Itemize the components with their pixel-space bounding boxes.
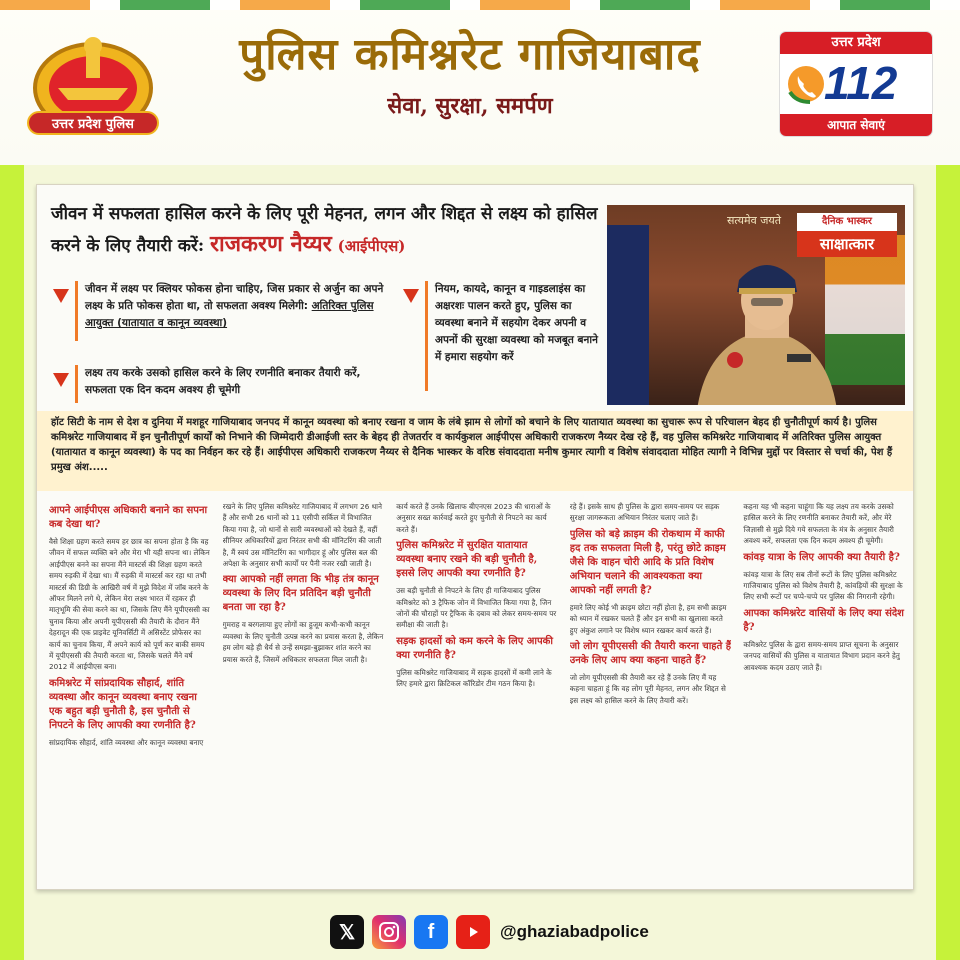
tricolor-stripes: [0, 0, 960, 10]
question-heading: पुलिस को बड़े क्राइम की रोकथाम में काफी हद तक सफलता मिली है, परंतु छोटे क्राइम जैसे कि वाहन चोरी आदि के प्रति विशेष अभियान चलाने की आवश्यकता क्या आपको नहीं लगती है?: [569, 528, 726, 596]
article-column-5: [743, 501, 905, 885]
answer-paragraph: पुलिस कमिश्नरेट गाजियाबाद में सड़क हादसों में कमी लाने के लिए हमारे द्वारा क्रिटिकल कॉरिडोर टीम गठन किया है।: [396, 667, 552, 689]
instagram-glyph-icon: [378, 921, 400, 943]
article-column-2: [223, 501, 385, 885]
photo-caption: सत्यमेव जयते: [727, 214, 782, 227]
article-headline: [51, 199, 611, 261]
article-column-1: [49, 501, 211, 885]
answer-paragraph: कहना यह भी कहना चाहूंगा कि यह लक्ष्य तय करके उसको हासिल करने के लिए रणनीति बनाकर तैयारी करें, और मेरे जिज्ञासी से मुझे दिये गये सफलता के मंत्र के अनुसार तैयारी अवश्य करें, सफलता एक दिन कदम अवश्य ही चूमेगी।: [743, 502, 894, 546]
newspaper-badge: [797, 213, 897, 269]
pull-quote-3: नियम, कायदे, कानून व गाइडलाइंस का अक्षरशः पालन करते हुए, पुलिस का व्यवस्था बनाने में सहयोग देकर अपनी व अपनों की सुरक्षा व्यवस्था को मजबूत बनाने में हमारा सहयोग करें: [435, 283, 598, 363]
quote-marker-icon: [53, 373, 69, 387]
header: [0, 0, 960, 165]
page-tagline: सेवा, सुरक्षा, समर्पण: [387, 93, 553, 119]
emblem-text: उत्तर प्रदेश पुलिस: [52, 117, 134, 132]
page-title: पुलिस कमिश्नरेट गाजियाबाद: [239, 29, 701, 80]
answer-paragraph: रखने के लिए पुलिस कमिश्नरेट गाजियाबाद में लगभग 26 थाने हैं और सभी 26 थानों को 11 एसीपी सर्किल में विभाजित किया गया है, जो थानों से सारी व्यवस्थाओं को देखते हैं, वहीं सीनियर अधिकारियों द्वारा निरंतर सभी की मॉनिटरिंग की जाती है, मैं स्वयं उस मॉनिटरिंग का भागीदार हूं और पुलिस बल की अपेक्षा के अनुसार सभी कार्यों पर पैनी नजर रखी जाती है।: [222, 502, 383, 569]
question-heading: पुलिस कमिश्नरेट में सुरक्षित यातायात व्यवस्था बनाए रखने की बड़ी चुनौती है, इससे लिए आपकी क्या रणनीति है?: [396, 540, 538, 580]
answer-paragraph: जो लोग यूपीएससी की तैयारी कर रहे हैं उनके लिए मैं यह कहना चाहता हूं कि वह लोग पूरी मेहनत, लगन और शिद्दत से इस लक्ष्य को हासिल करने के लिए तैयारी करें।: [569, 673, 726, 705]
answer-paragraph: वैसे शिक्षा ग्रहण करते समय हर छात्र का सपना होता है कि वह जीवन में सफल व्यक्ति बने और मेरा भी यही सपना था। लेकिन आईपीएस बनने का सपना मैंने मास्टर्स की शिक्षा ग्रहण करते समय रुड़की में देखा था। मैं रुड़की में मास्टर्स कर रहा था तभी मास्टर्स की डिग्री के आखिरी वर्ष में मुझे विदेश में जॉब करने के ऑफर मिलने लगे थे, लेकिन मेरा लक्ष्य भारत में रहकर ही मातृभूमि की सेवा करने का था, जिसके लिए मैंने यूपीएससी का चुनाव किया और अपनी यूपीएससी की तैयारी के दौरान मैंने देहरादून की एक प्राइवेट यूनिवर्सिटी में असिस्टेंट प्रोफेसर का कार्य का चुनाव किया, मैं अपने कार्य को पूर्ण कर बाकी समय में यूपीएससी की तैयारी करता था, जिसके चलते मैंने वर्ष 2012 में आईपीएस बना।: [49, 537, 210, 672]
officer-figure-icon: [677, 250, 857, 405]
flag-left: [607, 225, 649, 405]
answer-paragraph: गुमराह व बरगलाया हुए लोगों का हुजूम कभी-कभी कानून व्यवस्था के लिए चुनौती उत्पन्न करने का प्रयास करता है, लेकिन हम लोग बड़े ही धैर्य से उन्हें समझा-बुझाकर शांत करने का प्रयास करते हैं, जिसमें अधिकतर सफलता मिल जाती है।: [222, 620, 384, 664]
badge-number: 112: [824, 57, 898, 109]
pull-quote-1-attribution: अतिरिक्त पुलिस आयुक्त (यातायात व कानून व्यवस्था): [85, 300, 374, 329]
quote-marker-icon: [403, 289, 419, 303]
youtube-play-icon: [464, 925, 482, 939]
question-heading: क्या आपको नहीं लगता कि भीड़ तंत्र कानून व्यवस्था के लिए दिन प्रतिदिन बड़ी चुनौती बनता जा रहा है?: [222, 574, 379, 614]
facebook-icon[interactable]: f: [414, 915, 448, 949]
newspaper-section: साक्षात्कार: [797, 231, 897, 257]
answer-paragraph: रहे हैं। इसके साथ ही पुलिस के द्वारा समय-समय पर सड़क सुरक्षा जागरूकता अभियान निरंतर चलाए जाते हैं।: [569, 502, 720, 523]
article-columns: [49, 501, 905, 885]
x-twitter-icon[interactable]: 𝕏: [330, 915, 364, 949]
article-column-4: [570, 501, 732, 885]
quote-divider: [425, 281, 428, 391]
answer-paragraph: कांवड़ यात्रा के लिए सब तीनों रूटों के लिए पुलिस कमिश्नरेट गाजियाबाद पुलिस को विशेष तैयारी है, कांवड़ियों की सुरक्षा के लिए सभी रूटों पर चप्पे-चप्पे पर पुलिस की निगरानी रहेगी।: [743, 569, 903, 602]
officer-photo: [607, 205, 905, 405]
question-heading: कमिश्नरेट में सांप्रदायिक सौहार्द, शांति व्यवस्था और कानून व्यवस्था बनाए रखना एक बहुत बड़ी चुनौती है, इस चुनौती से निपटने के लिए आपकी क्या रणनीति है?: [49, 677, 197, 731]
youtube-icon[interactable]: [456, 915, 490, 949]
instagram-icon[interactable]: [372, 915, 406, 949]
quote-divider: [75, 365, 78, 403]
quote-divider: [75, 281, 78, 341]
badge-bottom-label: आपात सेवाएं: [780, 114, 932, 136]
question-heading: आपने आईपीएस अधिकारी बनाने का सपना कब देखा था?: [49, 505, 208, 530]
article-column-3: [396, 501, 558, 885]
question-heading: आपका कमिश्नरेट वासियों के लिए क्या संदेश है?: [743, 607, 904, 633]
article-intro: हॉट सिटी के नाम से देश व दुनिया में मशहूर गाजियाबाद जनपद में कानून व्यवस्था को बनाए रखना व जाम के लंबे झाम से लोगों को बचाने के लिए यातायात व्यवस्था का सुचारू रूप से परिचालन बेहद ही चुनौतीपूर्ण कार्य है। पुलिस कमिश्नरेट गाजियाबाद में इन चुनौतीपूर्ण कार्यों को निभाने की जिम्मेदारी डीआईजी स्तर के बेहद ही तेजतर्रार व कार्यकुशल आईपीएस अधिकारी राजकरण नैय्यर देख रहे हैं, वह पुलिस कमिश्नरेट गाजियाबाद में अतिरिक्त पुलिस आयुक्त (यातायात व कानून व्यवस्था) के पद का निर्वहन कर रहे हैं। आईपीएस अधिकारी राजकरण नैय्यर से दैनिक भास्कर के वरिष्ठ संवाददाता मनीष कुमार त्यागी व विशेष संवाददाता मोहित त्यागी ने विभिन्न मुद्दों पर विस्तार से चर्चा की, पेश हैं प्रमुख अंश.....: [37, 411, 914, 491]
answer-paragraph: सांप्रदायिक सौहार्द, शांति व्यवस्था और कानून व्यवस्था बनाए: [49, 737, 204, 747]
pull-quote-1: [85, 281, 395, 332]
badge-top-label: उत्तर प्रदेश: [780, 32, 932, 54]
pull-quote-2: लक्ष्य तय करके उसको हासिल करने के लिए रणनीति बनाकर तैयारी करें, सफलता एक दिन कदम अवश्य ही चूमेगी: [85, 367, 361, 396]
pull-quote-1-text: जीवन में लक्ष्य पर क्लियर फोकस होना चाहिए, जिस प्रकार से अर्जुन का अपने लक्ष्य के प्रति फोकस होता था, तो सफलता अवश्य मिलेगी:: [85, 283, 384, 312]
officer-rank: (आईपीएस): [337, 237, 406, 255]
phone-icon: [786, 62, 826, 106]
up112-badge: [780, 32, 932, 136]
newspaper-brand: दैनिक भास्कर: [797, 213, 897, 231]
quote-marker-icon: [53, 289, 69, 303]
question-heading: जो लोग यूपीएससी की तैयारी करना चाहते हैं उनके लिए आप क्या कहना चाहते हैं?: [569, 641, 732, 667]
headline-text: जीवन में सफलता हासिल करने के लिए पूरी मेहनत, लगन और शिद्दत से लक्ष्य को हासिल करने के लिए तैयारी करें:: [51, 204, 598, 256]
answer-paragraph: उस बड़ी चुनौती से निपटने के लिए ही गाजियाबाद पुलिस कमिश्नरेट को 3 ट्रैफिक जोन में विभाजित किया गया है, जिन जोनों की चौराहों पर ट्रैफिक के दबाव को लेकर समय-समय पर समीक्षा की जाती है।: [396, 586, 557, 630]
question-heading: कांवड़ यात्रा के लिए आपकी क्या तैयारी है?: [743, 551, 900, 563]
answer-paragraph: हमारे लिए कोई भी क्राइम छोटा नहीं होता है, हम सभी क्राइम को ध्यान में रखकर चलते हैं और इन सभी का खुलासा करते हुए अंकुश लगाने पर विशेष ध्यान रखकर कार्य करते हैं।: [569, 602, 727, 635]
newspaper-clipping: [36, 184, 914, 890]
question-heading: सड़क हादसों को कम करने के लिए आपकी क्या रणनीति है?: [396, 635, 553, 661]
social-links: [330, 912, 649, 952]
up-police-emblem-icon: [18, 28, 168, 148]
social-handle[interactable]: @ghaziabadpolice: [500, 922, 649, 941]
answer-paragraph: कमिश्नरेट पुलिस के द्वारा समय-समय प्राप्त सूचना के अनुसार जनपद वासियों की पुलिस व यातायात विभाग प्रदान करने हेतु आवश्यक कदम उठाए जाते हैं।: [743, 639, 900, 672]
officer-name: राजकरण नैय्यर: [210, 231, 332, 257]
answer-paragraph: कार्य करते हैं उनके खिलाफ बीएनएस 2023 की धाराओं के अनुसार सख्त कार्रवाई करते हुए चुनौती से निपटने का कार्य करते हैं।: [396, 502, 551, 534]
